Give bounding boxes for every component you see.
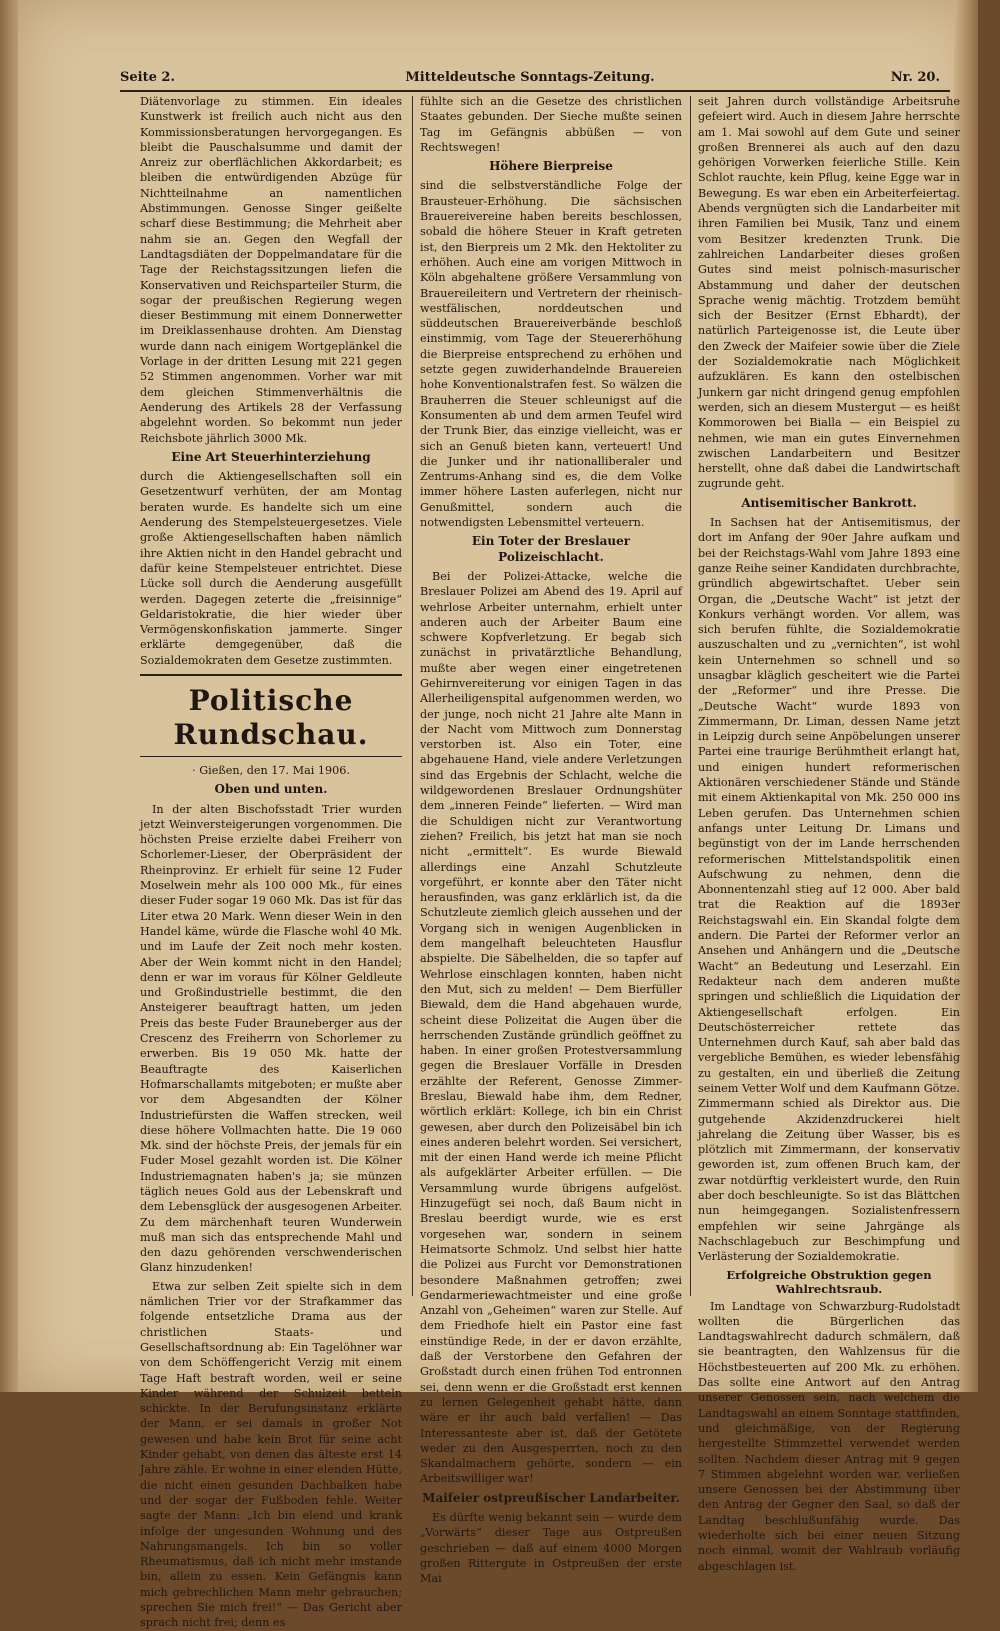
- column-3: [698, 94, 960, 1573]
- issue-number: Nr. 20.: [890, 70, 940, 85]
- article-text: durch die Aktiengesellschaften soll ein Gesetzentwurf verhüten, der am Montag beraten wurde. Es handelte sich um eine Aenderung des Stempelsteuergesetzes. Viele große Aktiengesellschaften haben nämlich ihre Aktien nicht in den Handel gebracht und dafür keine Stempelsteuer entrichtet. Diese Lücke soll durch die Aenderung ausgefüllt werden. Dagegen zeterte die „freisinnige“ Geldaristokratie, die hier wieder über Vermögenskonfiskation jammerte. Singer erklärte demgegenüber, daß die Sozialdemokraten dem Gesetze zustimmten.: [140, 470, 402, 667]
- article-heading: Antisemitischer Bankrott.: [741, 495, 917, 510]
- article-text: Im Landtage von Schwarzburg-Rudolstadt wollten die Bürgerlichen das Landtagswahlrecht dadurch schmälern, daß sie beantragten, den Wahlzensus für die Höchstbesteuerten auf 200 Mk. zu erhöhen. Das sollte eine Antwort auf den Antrag unserer Genossen sein, nach welchem die Landtagswahl an einem Sonntage stattfinden, und gleichmäßige, von der Regierung hergestellte Stimmzettel verwendet werden sollten. Nachdem dieser Antrag mit 9 gegen 7 Stimmen abgelehnt worden war, verließen unsere Genossen bei der Abstimmung über den Antrag der Gegner den Saal, so daß der Landtag beschlußunfähig wurde. Das wiederholte sich bei einer neuen Sitzung noch einmal, womit der Wahlraub vorläufig abgeschlagen ist.: [698, 1299, 960, 1573]
- article-heading: Erfolgreiche Obstruktion gegen Wahlrechtsraub.: [726, 1267, 932, 1296]
- section-title: Politische Rundschau.: [140, 674, 402, 757]
- article-heading: Oben und unten.: [214, 782, 328, 797]
- article-heading: Ein Toter der Breslauer Polizeischlacht.: [471, 534, 631, 564]
- dateline: · Gießen, den 17. Mai 1906.: [192, 763, 350, 777]
- article-text: Etwa zur selben Zeit spielte sich in dem nämlichen Trier vor der Strafkammer das folgende entsetzliche Drama aus der christlichen Staats- und Gesellschaftsordnung ab: Ein Tagelöhner war von dem Schöffengericht Verzig mit einem Tage Haft bestraft worden, weil er seine Kinder während der Schulzeit betteln schickte. In der Berufungsinstanz erklärte der Mann, er sei damals in großer Not gewesen und habe kein Brot für seine acht Kinder gehabt, von denen das älteste erst 14 Jahre zähle. Er wohne in einer elenden Hütte, die nicht einen gesunden Dachbalken habe und der sogar der Fußboden fehle. Weiter sagte der Mann: „Ich bin elend und krank infolge der ungesunden Wohnung und des Nahrungsmangels. Ich bin so voller Rheumatismus, daß ich nicht mehr imstande bin, allein zu essen. Kein Gefängnis kann mich gebrechlichen Mann mehr gebrauchen; sprechen Sie mich frei!“ — Das Gericht aber sprach nicht frei; denn es: [140, 1279, 402, 1630]
- article-text: sind die selbstverständliche Folge der Brausteuer-Erhöhung. Die sächsischen Brauereivereine haben bereits beschlossen, sobald die höhere Steuer in Kraft getreten ist, den Bierpreis um 2 Mk. den Hektoliter zu erhöhen. Auch eine am vorigen Mittwoch in Köln abgehaltene größere Versammlung von Brauereileitern und Vertretern der rheinisch-westfälischen, norddeutschen und süddeutschen Brauereiverbände beschloß einstimmig, vom Tage der Steuererhöhung die Bierpreise entsprechend zu erhöhen und setzte gegen zuwiderhandelnde Brauereien hohe Konventionalstrafen fest. So wälzen die Brauherren die Steuer schleunigst auf die Konsumenten ab und dem armen Teufel wird der Trunk Bier, das einzige vielleicht, was er sich an Genuß bieten kann, verteuert! Und die Junker und ihr nationalliberaler und Zentrums-Anhang sind es, die dem Volke immer höhere Lasten auferlegen, nicht nur Genußmittel, sondern auch die notwendigsten Lebensmittel verteuern.: [420, 179, 682, 530]
- article-heading: Höhere Bierpreise: [489, 159, 613, 174]
- article-heading: Eine Art Steuerhinterziehung: [171, 449, 371, 464]
- article-text: seit Jahren durch vollständige Arbeitsruhe gefeiert wird. Auch in diesem Jahre herrschte am 1. Mai sowohl auf dem Gute und seiner großen Brennerei als auch auf den dazu gehörigen Vorwerken feierliche Stille. Kein Schlot rauchte, kein Pflug, keine Egge war in Bewegung. Es war eben ein Arbeiterfeiertag. Abends vergnügten sich die Landarbeiter mit ihren Familien bei Musik, Tanz und einem vom Besitzer kredenzten Trunk. Die zahlreichen Landarbeiter dieses großen Gutes sind meist polnisch-masurischer Abstammung und daher der deutschen Sprache wenig mächtig. Trotzdem bemüht sich der Besitzer (Ernst Ebhardt), der natürlich Parteigenosse ist, die Leute über den Zweck der Maifeier sowie über die Ziele der Sozialdemokratie nach Möglichkeit aufzuklären. Es kann den ostelbischen Junkern gar nicht dringend genug empfohlen werden, sich an diesem Mustergut — es heißt Kommorowen bei Bialla — ein Beispiel zu nehmen, wie man ein gutes Einvernehmen zwischen Landarbeitern und Besitzer herstellt, ohne daß dabei die Landwirtschaft zugrunde geht.: [698, 95, 960, 491]
- article-text: Diätenvorlage zu stimmen. Ein ideales Kunstwerk ist freilich auch nicht aus den Kommissionsberatungen hervorgegangen. Es bleibt die Pauschalsumme und damit der Anreiz zur oberflächlichen Akkordarbeit; es bleiben die entwürdigenden Abzüge für Nichtteilnahme an namentlichen Abstimmungen. Genosse Singer geißelte scharf diese Bestimmung; die Mehrheit aber nahm sie an. Gegen den Wegfall der Landtagsdiäten der Doppelmandatare für die Tage der Reichstagssitzungen liefen die Konservativen und Reichsparteiler Sturm, die sogar der preußischen Regierung wegen dieser Bestimmung mit einem Donnerwetter im Dreiklassenhause drohten. Am Dienstag wurde dann nach einigem Wortgeplänkel die Vorlage in der dritten Lesung mit 221 gegen 52 Stimmen angenommen. Vorher war mit dem gleichen Stimmenverhältnis die Aenderung des Artikels 28 der Verfassung abgelehnt worden. So bekommt nun jeder Reichsbote jährlich 3000 Mk.: [140, 95, 402, 445]
- page-number: Seite 2.: [120, 70, 175, 85]
- column-2: [420, 94, 682, 1586]
- masthead: Mitteldeutsche Sonntags-Zeitung.: [405, 70, 655, 85]
- article-text: Es dürfte wenig bekannt sein — wurde dem „Vorwärts“ dieser Tage aus Ostpreußen geschrieben — daß auf einem 4000 Morgen großen Rittergute in Ostpreußen der erste Mai: [420, 1511, 682, 1586]
- article-text: fühlte sich an die Gesetze des christlichen Staates gebunden. Der Sieche mußte seinen Tag im Gefängnis abbüßen — von Rechtswegen!: [420, 95, 682, 154]
- page-header: [100, 70, 960, 92]
- column-1: [140, 94, 402, 1630]
- column-divider: [690, 96, 691, 1296]
- article-text: In Sachsen hat der Antisemitismus, der dort im Anfang der 90er Jahre aufkam und bei der Reichstags-Wahl vom Jahre 1893 eine ganze Reihe seiner Kandidaten durchbrachte, gründlich abgewirtschaftet. Ueber sein Organ, die „Deutsche Wacht“ ist jetzt der Konkurs verhängt worden. Vor allem, was sich berufen fühlte, die Sozialdemokratie auszuschalten und zu „vernichten“, ist wohl kein Unternehmen so schnell und so unsagbar kläglich gescheitert wie die Partei der „Reformer“ und ihre Presse. Die „Deutsche Wacht“ wurde 1893 von Zimmermann, Dr. Liman, dessen Name jetzt in Leipzig durch seine Anpöbelungen unserer Partei eine traurige Berühmtheit erlangt hat, und einigen hundert reformerischen Aktionären verschiedener Stände und Stände mit einem Aktienkapital von Mk. 250 000 ins Leben gerufen. Das Unternehmen schien anfangs unter Leitung Dr. Limans und begünstigt von der im Lande herrschenden reformerischen Mittelstandspolitik einen Aufschwung zu nehmen, denn die Abonnentenzahl stieg auf 12 000. Aber bald trat die Reaktion auf die 1893er Reichstagswahl ein. Ein Skandal folgte dem andern. Die Partei der Reformer verlor an Ansehen und Anhängern und die „Deutsche Wacht“ an Bedeutung und Leserzahl. Ein Redakteur nach dem anderen mußte springen und schließlich die Liquidation der Aktiengesellschaft erfolgen. Ein Deutschösterreicher rettete das Unternehmen durch Kauf, sah aber bald das vergebliche Bemühen, es wieder lebensfähig zu gestalten, ein und überließ die Zeitung seinem Vetter Wolf und dem Kaufmann Götze. Zimmermann schied als Direktor aus. Die gutgehende Akzidenzdruckerei hielt jahrelang die Zeitung über Wasser, bis es plötzlich mit Zimmermann, der konservativ geworden ist, zum offenen Bruch kam, der zwar notdürftig verkleistert wurde, den Ruin aber doch beschleunigte. So ist das Blättchen nun heimgegangen. Sozialistenfressern empfehlen wir seine Jahrgänge als Nachschlagebuch zur Beschimpfung und Verlästerung der Sozialdemokratie.: [698, 516, 960, 1264]
- header-rule: [120, 90, 950, 92]
- article-heading: Maifeier ostpreußischer Landarbeiter.: [422, 1490, 680, 1505]
- article-text: In der alten Bischofsstadt Trier wurden jetzt Weinversteigerungen vorgenommen. Die höchsten Preise erzielte dabei Freiherr von Schorlemer-Lieser, der Oberpräsident der Rheinprovinz. Er erhielt für seine 12 Fuder Moselwein mehr als 100 000 Mk., für eines dieser Fuder sogar 19 060 Mk. Das ist für das Liter etwa 20 Mark. Wenn dieser Wein in den Handel käme, würde die Flasche wohl 40 Mk. und im Laufe der Zeit noch mehr kosten. Aber der Wein kommt nicht in den Handel; denn er war im voraus für Kölner Geldleute und Großindustrielle bestimmt, die den Ansteigerer beauftragt hatten, um jeden Preis das beste Fuder Brauneberger aus der Crescenz des Freiherrn von Schorlemer zu erwerben. Bis 19 050 Mk. hatte der Beauftragte des Kaiserlichen Hofmarschallamts mitgeboten; er mußte aber vor dem Abgesandten der Kölner Industriefürsten die Waffen strecken, weil diese höhere Vollmachten hatte. Die 19 060 Mk. sind der höchste Preis, der jemals für ein Fuder Mosel gezahlt worden ist. Die Kölner Industriemagnaten haben's ja; sie münzen täglich neues Gold aus der Lebenskraft und dem Lebensglück der ausgesogenen Arbeiter. Zu dem märchenhaft teuren Wunderwein muß man sich das entsprechende Mahl und den dazu gehörenden verschwenderischen Glanz hinzudenken!: [140, 802, 402, 1275]
- article-text: Bei der Polizei-Attacke, welche die Breslauer Polizei am Abend des 19. April auf wehrlose Arbeiter unternahm, erhielt unter anderen auch der Arbeiter Baum eine schwere Kopfverletzung. Er begab sich zunächst in privatärztliche Behandlung, mußte aber wegen einer eingetretenen Gehirnvereiterung vor einigen Tagen in das Allerheiligenspital aufgenommen werden, wo der junge, noch nicht 21 Jahre alte Mann in der Nacht vom Mittwoch zum Donnerstag verstorben ist. Also ein Toter, eine abgehauene Hand, viele andere Verletzungen sind das Ergebnis der Schlacht, welche die wildgewordenen Breslauer Ordnungshüter dem „inneren Feinde“ lieferten. — Wird man die Schuldigen nicht zur Verantwortung ziehen? Freilich, bis jetzt hat man sie noch nicht „ermittelt“. Es wurde Biewald allerdings eine Anzahl Schutzleute vorgeführt, er konnte aber den Täter nicht herausfinden, was ganz erklärlich ist, da die Schutzleute ziemlich gleich aussehen und der Vorgang sich in wenigen Augenblicken in dem mangelhaft beleuchteten Hausflur abspielte. Die Säbelhelden, die so tapfer auf Wehrlose einschlagen konnten, haben nicht den Mut, sich zu melden! — Dem Bierfüller Biewald, dem die Hand abgehauen wurde, scheint diese Polizeitat die Augen über die herrschenden Zustände gründlich geöffnet zu haben. In einer großen Protestversammlung gegen die Breslauer Vorfälle in Dresden erzählte der Referent, Genosse Zimmer-Breslau, Biewald habe ihm, dem Redner, wörtlich erklärt: Kollege, ich bin ein Christ gewesen, aber durch den Polizeisäbel bin ich eines anderen belehrt worden. Sei versichert, mit der einen Hand werde ich meine Pflicht als aufgeklärter Arbeiter erfüllen. — Die Versammlung wurde übrigens aufgelöst. Hinzugefügt sei noch, daß Baum nicht in Breslau beerdigt wurde, wie es erst vorgesehen war, sondern in seinem Heimatsorte Schmolz. Und selbst hier hatte die Polizei aus Furcht vor Demonstrationen besondere Maßnahmen getroffen; zwei Gendarmeriewachtmeister und eine große Anzahl von „Geheimen“ waren zur Stelle. Auf dem Friedhofe hielt ein Pastor eine fast einstündige Rede, in der er davon erzählte, daß der Verstorbene den Gefahren der Großstadt durch einen frühen Tod entronnen sei, denn wenn er die Großstadt erst kennen zu lernen Gelegenheit gehabt hätte, dann wäre er ihr auch bald verfallen! — Das Interessanteste aber ist, daß der Getötete weder zu den Ausgesperrten, noch zu den Skandalmachern gehörte, sondern — ein Arbeitswilliger war!: [420, 569, 682, 1486]
- column-divider: [412, 96, 413, 1296]
